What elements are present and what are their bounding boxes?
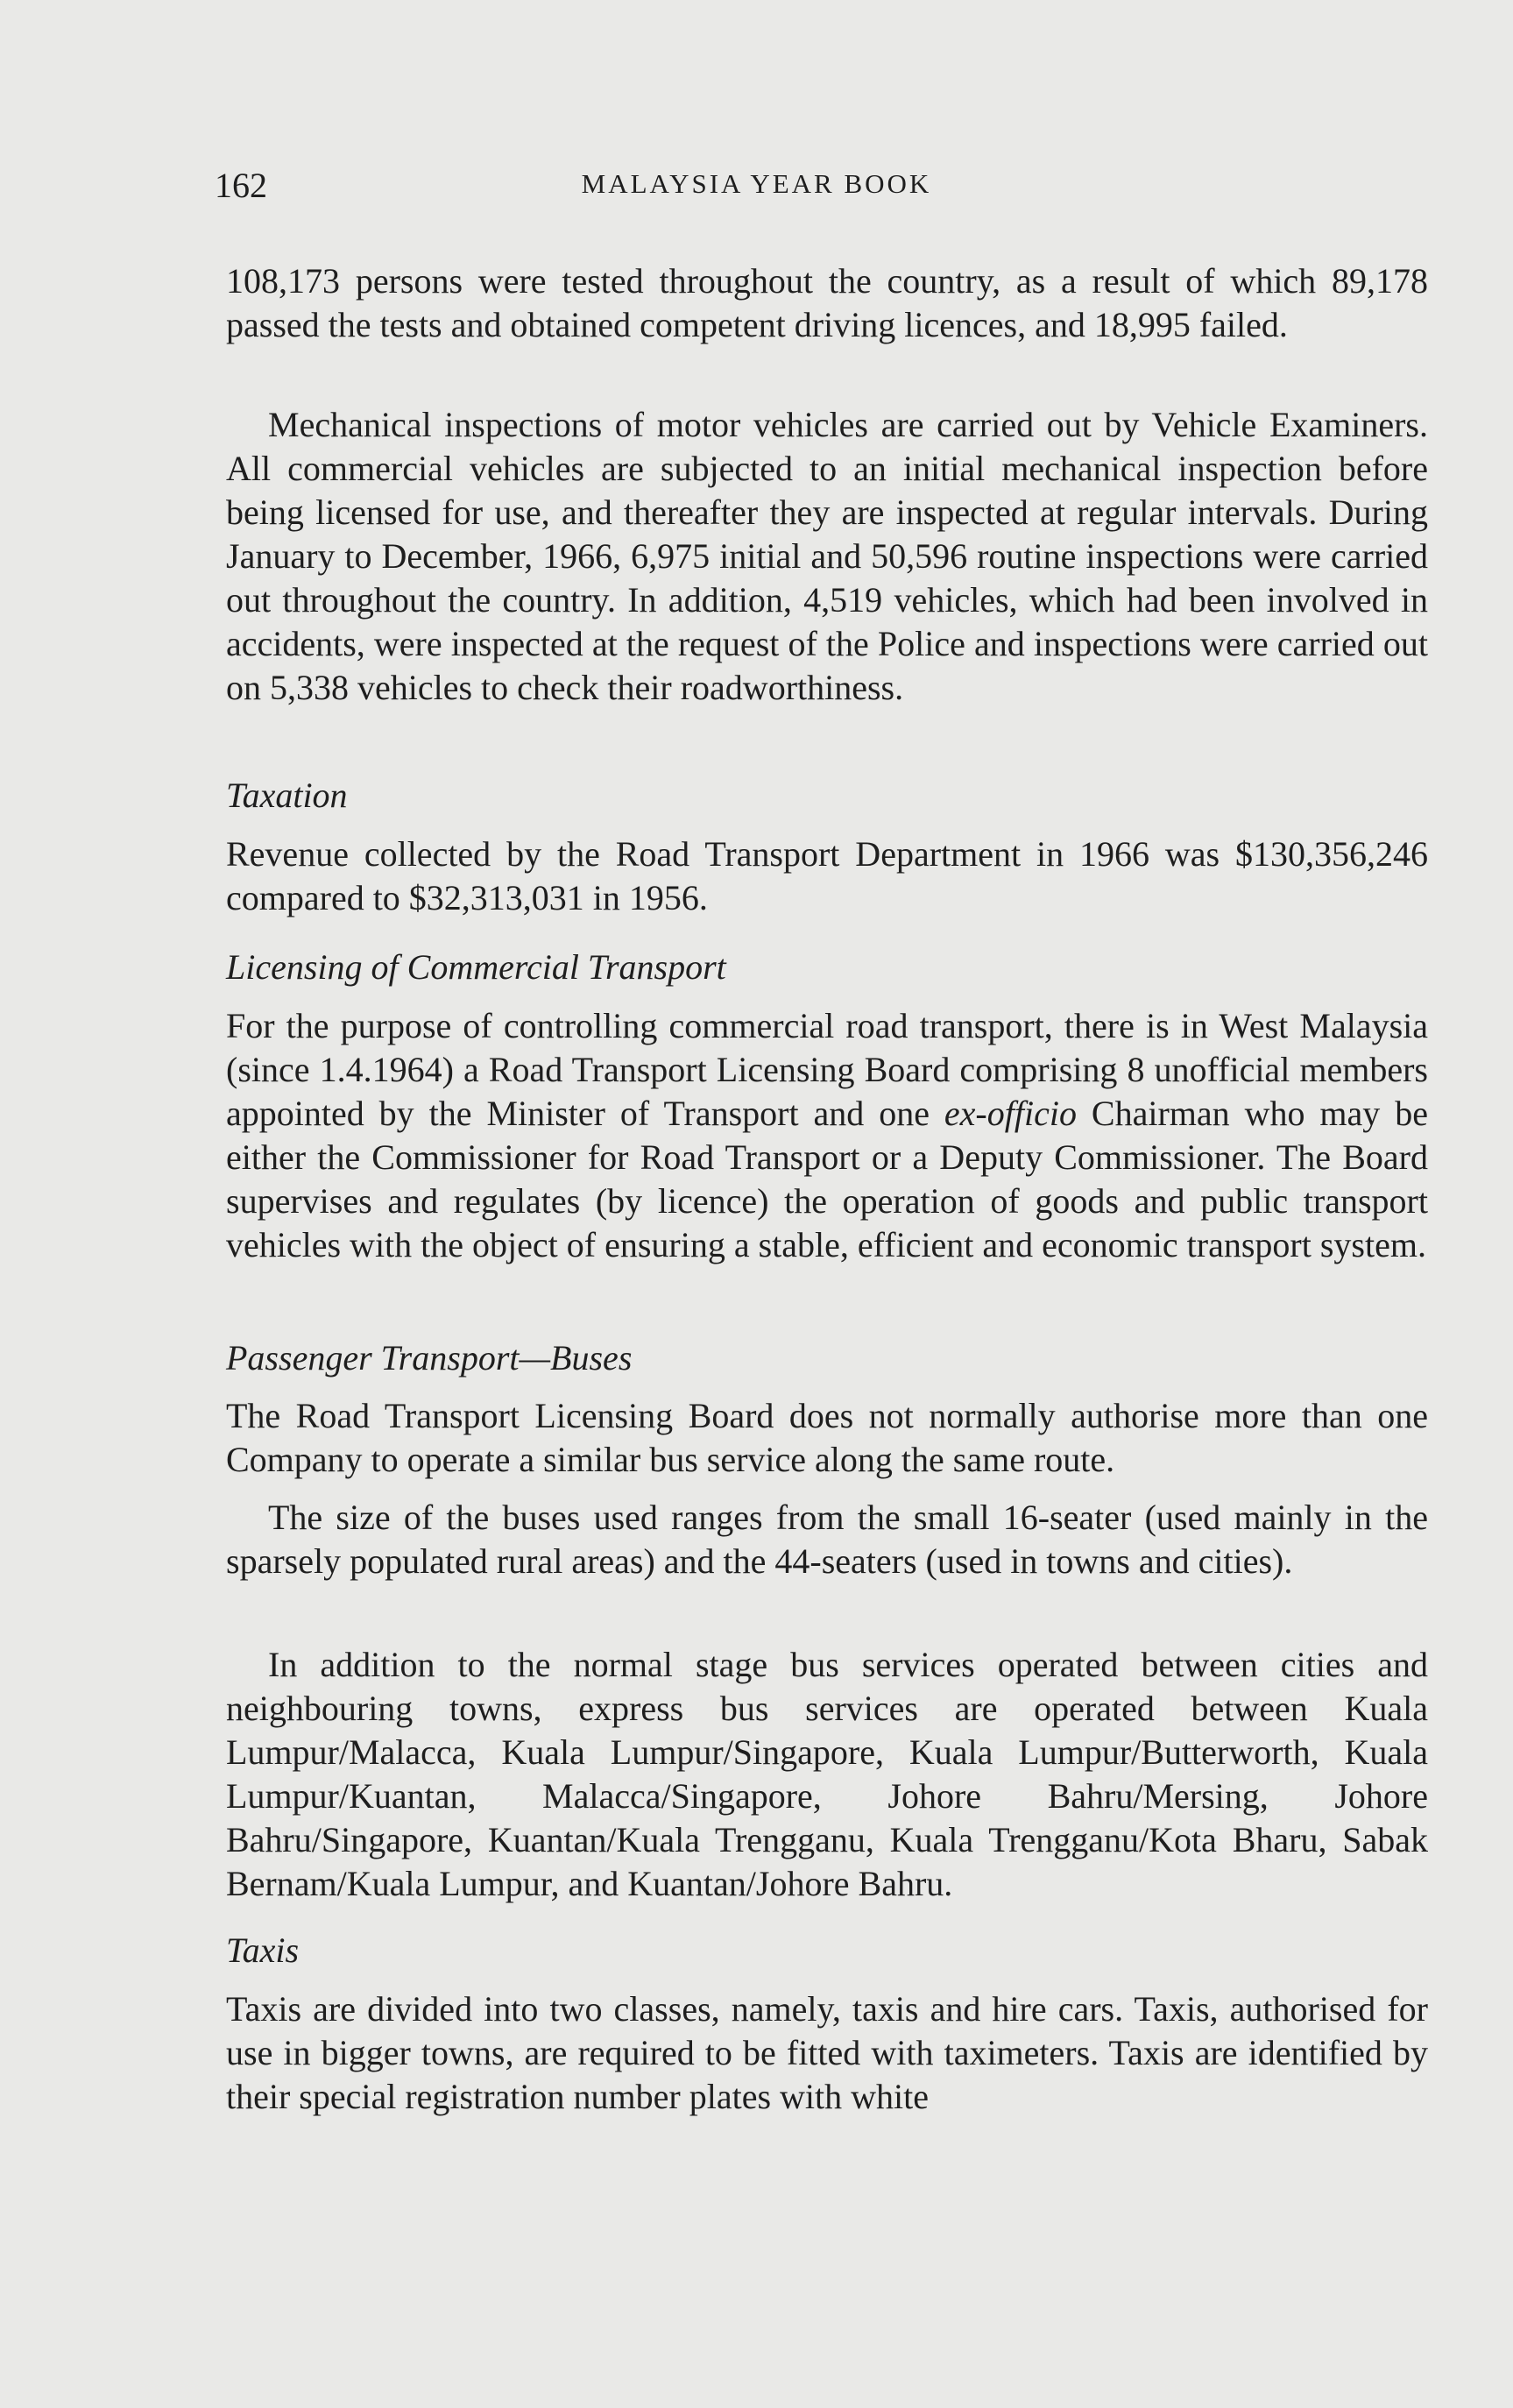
paragraph-licensing-board [226, 1004, 1428, 1267]
running-title: MALAYSIA YEAR BOOK [581, 168, 932, 199]
paragraph-express-buses: In addition to the normal stage bus services operated between cities and neighbouring towns, express bus services are operated between Kuala Lumpur/Malacca, Kuala Lumpur/Singapore, Kuala Lumpur/Butterworth, Kuala Lumpur/Kuantan, Malacca/Singapore, Johore Bahru/Mersing, Johore Bahru/Singapore, Kuantan/Kuala Trengganu, Kuala Trengganu/Kota Bharu, Sabak Bernam/Kuala Lumpur, and Kuantan/Johore Bahru. [226, 1645, 1428, 1903]
heading-taxis: Taxis [226, 1930, 300, 1970]
paragraph-driving-tests: 108,173 persons were tested throughout the country, as a result of which 89,178 passed the tests and obtained competent driving licences, and 18,995 failed. [226, 261, 1428, 344]
heading-licensing: Licensing of Commercial Transport [226, 947, 726, 987]
paragraph-revenue: Revenue collected by the Road Transport Department in 1966 was $130,356,246 compared to $32,313,031 in 1956. [226, 834, 1428, 917]
ex-officio-term: ex-officio [944, 1094, 1077, 1133]
heading-taxation: Taxation [226, 776, 348, 815]
paragraph-mechanical-inspections: Mechanical inspections of motor vehicles are carried out by Vehicle Examiners. All commercial vehicles are subjected to an initial mechanical inspection before being licensed for use, and thereafter they are inspected at regular intervals. During January to December, 1966, 6,975 initial and 50,596 routine inspections were carried out throughout the country. In addition, 4,519 vehicles, which had been involved in accidents, were inspected at the request of the Police and inspections were carried out on 5,338 vehicles to check their roadworthiness. [226, 405, 1428, 707]
heading-passenger-transport: Passenger Transport—Buses [226, 1338, 633, 1378]
paragraph-bus-route: The Road Transport Licensing Board does not normally authorise more than one Company to operate a similar bus service along the same route. [226, 1396, 1428, 1479]
paragraph-taxis: Taxis are divided into two classes, namely, taxis and hire cars. Taxis, authorised for use in bigger towns, are required to be fitted with taximeters. Taxis are identified by their special registration number plates with white [226, 1989, 1428, 2116]
page-number: 162 [215, 166, 267, 205]
paragraph-bus-size: The size of the buses used ranges from the small 16-seater (used mainly in the sparsely populated rural areas) and the 44-seaters (used in towns and cities). [226, 1498, 1428, 1581]
licensing-text-b: Chairman who may be either the Commissioner for Road Transport or a Deputy Commissioner. The Board supervises and regulates (by licence) the operation of goods and public transport vehicles with the object of ensuring a stable, efficient and economic transport system. [226, 1094, 1428, 1264]
licensing-text-a: For the purpose of controlling commercial road transport, there is in West Malaysia (since 1.4.1964) a Road Transport Licensing Board comprising 8 unofficial members appointed by the Minister of Transport and one [226, 1006, 1428, 1133]
